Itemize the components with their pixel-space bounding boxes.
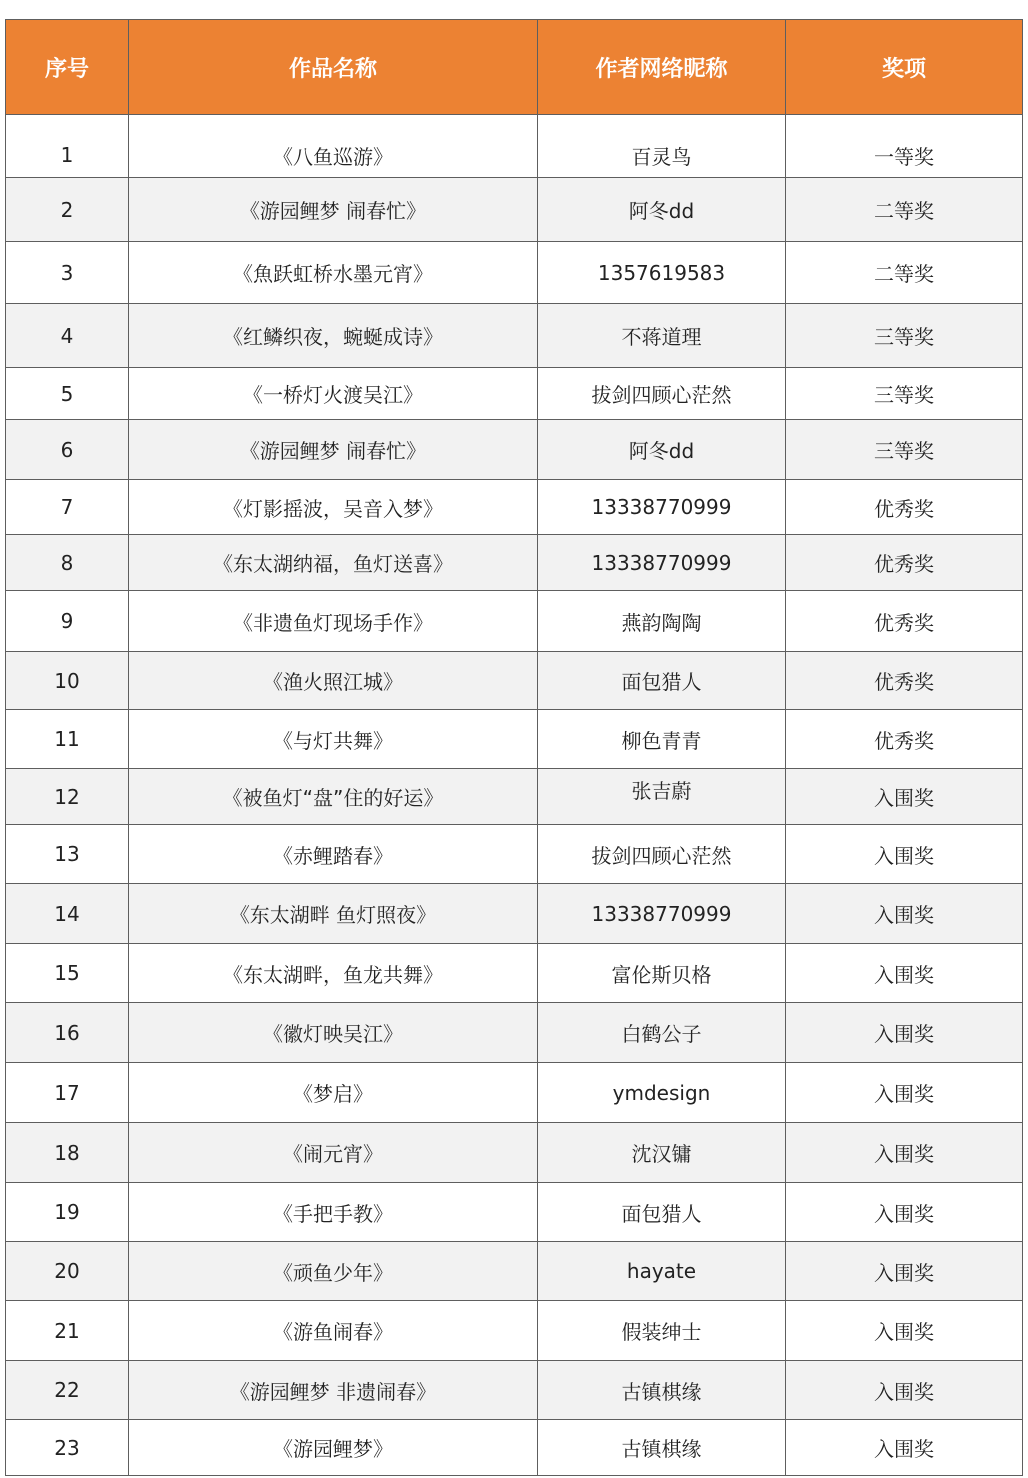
row-index-cell: 10	[6, 652, 129, 710]
author-nickname-cell: 拔剑四顾心茫然	[538, 825, 786, 884]
award-cell: 入围奖	[786, 944, 1023, 1003]
work-title-cell: 《东太湖畔，鱼龙共舞》	[129, 944, 538, 1003]
table-row	[6, 1123, 1023, 1183]
header-work-title: 作品名称	[129, 20, 538, 115]
work-title-cell: 《游园鲤梦 非遗闹春》	[129, 1361, 538, 1420]
row-index-cell: 22	[6, 1361, 129, 1420]
row-index-cell: 4	[6, 304, 129, 368]
award-cell: 二等奖	[786, 178, 1023, 242]
header-row	[6, 20, 1023, 115]
work-title-cell: 《闹元宵》	[129, 1123, 538, 1183]
award-cell: 一等奖	[786, 115, 1023, 178]
author-nickname-cell: 沈汉镛	[538, 1123, 786, 1183]
table-row	[6, 652, 1023, 710]
awards-table	[5, 19, 1023, 1476]
award-cell: 入围奖	[786, 1063, 1023, 1123]
work-title-cell: 《一桥灯火渡吴江》	[129, 368, 538, 420]
row-index-cell: 11	[6, 710, 129, 769]
work-title-cell: 《梦启》	[129, 1063, 538, 1123]
table-row	[6, 1420, 1023, 1476]
award-cell: 优秀奖	[786, 535, 1023, 591]
award-cell: 入围奖	[786, 1301, 1023, 1361]
author-nickname-cell: 面包猎人	[538, 652, 786, 710]
author-nickname-cell: 燕韵陶陶	[538, 591, 786, 652]
author-nickname-cell: ymdesign	[538, 1063, 786, 1123]
table-row	[6, 242, 1023, 304]
author-nickname-cell: 假装绅士	[538, 1301, 786, 1361]
work-title-cell: 《手把手教》	[129, 1183, 538, 1242]
work-title-cell: 《徽灯映吴江》	[129, 1003, 538, 1063]
author-nickname-cell: 1357619583	[538, 242, 786, 304]
work-title-cell: 《游园鲤梦 闹春忙》	[129, 420, 538, 480]
row-index-cell: 6	[6, 420, 129, 480]
row-index-cell: 21	[6, 1301, 129, 1361]
author-nickname-cell: 13338770999	[538, 884, 786, 944]
row-index-cell: 14	[6, 884, 129, 944]
work-title-cell: 《灯影摇波，吴音入梦》	[129, 480, 538, 535]
row-index-cell: 23	[6, 1420, 129, 1476]
table-row	[6, 944, 1023, 1003]
row-index-cell: 9	[6, 591, 129, 652]
row-index-cell: 3	[6, 242, 129, 304]
row-index-cell: 1	[6, 115, 129, 178]
work-title-cell: 《赤鲤踏春》	[129, 825, 538, 884]
row-index-cell: 16	[6, 1003, 129, 1063]
work-title-cell: 《游园鲤梦 闹春忙》	[129, 178, 538, 242]
row-index-cell: 8	[6, 535, 129, 591]
table-row	[6, 304, 1023, 368]
header-award: 奖项	[786, 20, 1023, 115]
table-row	[6, 1183, 1023, 1242]
award-cell: 入围奖	[786, 1420, 1023, 1476]
work-title-cell: 《红鳞织夜，蜿蜒成诗》	[129, 304, 538, 368]
award-cell: 三等奖	[786, 368, 1023, 420]
author-nickname-cell: 富伦斯贝格	[538, 944, 786, 1003]
author-nickname-cell: 白鹤公子	[538, 1003, 786, 1063]
award-cell: 入围奖	[786, 1123, 1023, 1183]
work-title-cell: 《非遗鱼灯现场手作》	[129, 591, 538, 652]
award-cell: 二等奖	[786, 242, 1023, 304]
award-cell: 优秀奖	[786, 480, 1023, 535]
award-cell: 入围奖	[786, 1003, 1023, 1063]
table-row	[6, 480, 1023, 535]
row-index-cell: 5	[6, 368, 129, 420]
work-title-cell: 《渔火照江城》	[129, 652, 538, 710]
row-index-cell: 12	[6, 769, 129, 825]
work-title-cell: 《被鱼灯“盘”住的好运》	[129, 769, 538, 825]
award-cell: 优秀奖	[786, 652, 1023, 710]
header-author-nickname: 作者网络昵称	[538, 20, 786, 115]
author-nickname-cell: 古镇棋缘	[538, 1361, 786, 1420]
work-title-cell: 《东太湖纳福，鱼灯送喜》	[129, 535, 538, 591]
award-cell: 三等奖	[786, 304, 1023, 368]
table-row	[6, 1063, 1023, 1123]
table-row	[6, 1242, 1023, 1301]
award-cell: 入围奖	[786, 884, 1023, 944]
author-nickname-cell: 面包猎人	[538, 1183, 786, 1242]
author-nickname-cell: 13338770999	[538, 480, 786, 535]
row-index-cell: 17	[6, 1063, 129, 1123]
work-title-cell: 《与灯共舞》	[129, 710, 538, 769]
row-index-cell: 7	[6, 480, 129, 535]
author-nickname-cell: 柳色青青	[538, 710, 786, 769]
row-index-cell: 19	[6, 1183, 129, 1242]
award-cell: 优秀奖	[786, 710, 1023, 769]
work-title-cell: 《游园鲤梦》	[129, 1420, 538, 1476]
table-row	[6, 884, 1023, 944]
work-title-cell: 《游鱼闹春》	[129, 1301, 538, 1361]
author-nickname-cell: 拔剑四顾心茫然	[538, 368, 786, 420]
table-row	[6, 1301, 1023, 1361]
row-index-cell: 2	[6, 178, 129, 242]
table-row	[6, 1003, 1023, 1063]
table-row	[6, 178, 1023, 242]
author-nickname-cell: 古镇棋缘	[538, 1420, 786, 1476]
author-nickname-cell: 阿冬dd	[538, 178, 786, 242]
table-row	[6, 1361, 1023, 1420]
table-row	[6, 420, 1023, 480]
author-nickname-cell: 百灵鸟	[538, 115, 786, 178]
author-nickname-cell: hayate	[538, 1242, 786, 1301]
table-row	[6, 710, 1023, 769]
row-index-cell: 13	[6, 825, 129, 884]
award-cell: 入围奖	[786, 1183, 1023, 1242]
author-nickname-cell: 阿冬dd	[538, 420, 786, 480]
work-title-cell: 《魚跃虹桥水墨元宵》	[129, 242, 538, 304]
table-row	[6, 115, 1023, 178]
table-row	[6, 825, 1023, 884]
row-index-cell: 20	[6, 1242, 129, 1301]
award-cell: 入围奖	[786, 825, 1023, 884]
award-cell: 入围奖	[786, 1361, 1023, 1420]
table-row	[6, 368, 1023, 420]
award-cell: 优秀奖	[786, 591, 1023, 652]
row-index-cell: 18	[6, 1123, 129, 1183]
work-title-cell: 《东太湖畔 鱼灯照夜》	[129, 884, 538, 944]
award-cell: 三等奖	[786, 420, 1023, 480]
header-index: 序号	[6, 20, 129, 115]
author-nickname-cell: 张吉蔚	[538, 769, 786, 825]
row-index-cell: 15	[6, 944, 129, 1003]
award-cell: 入围奖	[786, 769, 1023, 825]
award-cell: 入围奖	[786, 1242, 1023, 1301]
author-nickname-cell: 13338770999	[538, 535, 786, 591]
work-title-cell: 《八鱼巡游》	[129, 115, 538, 178]
work-title-cell: 《顽鱼少年》	[129, 1242, 538, 1301]
table-row	[6, 535, 1023, 591]
table-row	[6, 769, 1023, 825]
author-nickname-cell: 不蒋道理	[538, 304, 786, 368]
table-row	[6, 591, 1023, 652]
